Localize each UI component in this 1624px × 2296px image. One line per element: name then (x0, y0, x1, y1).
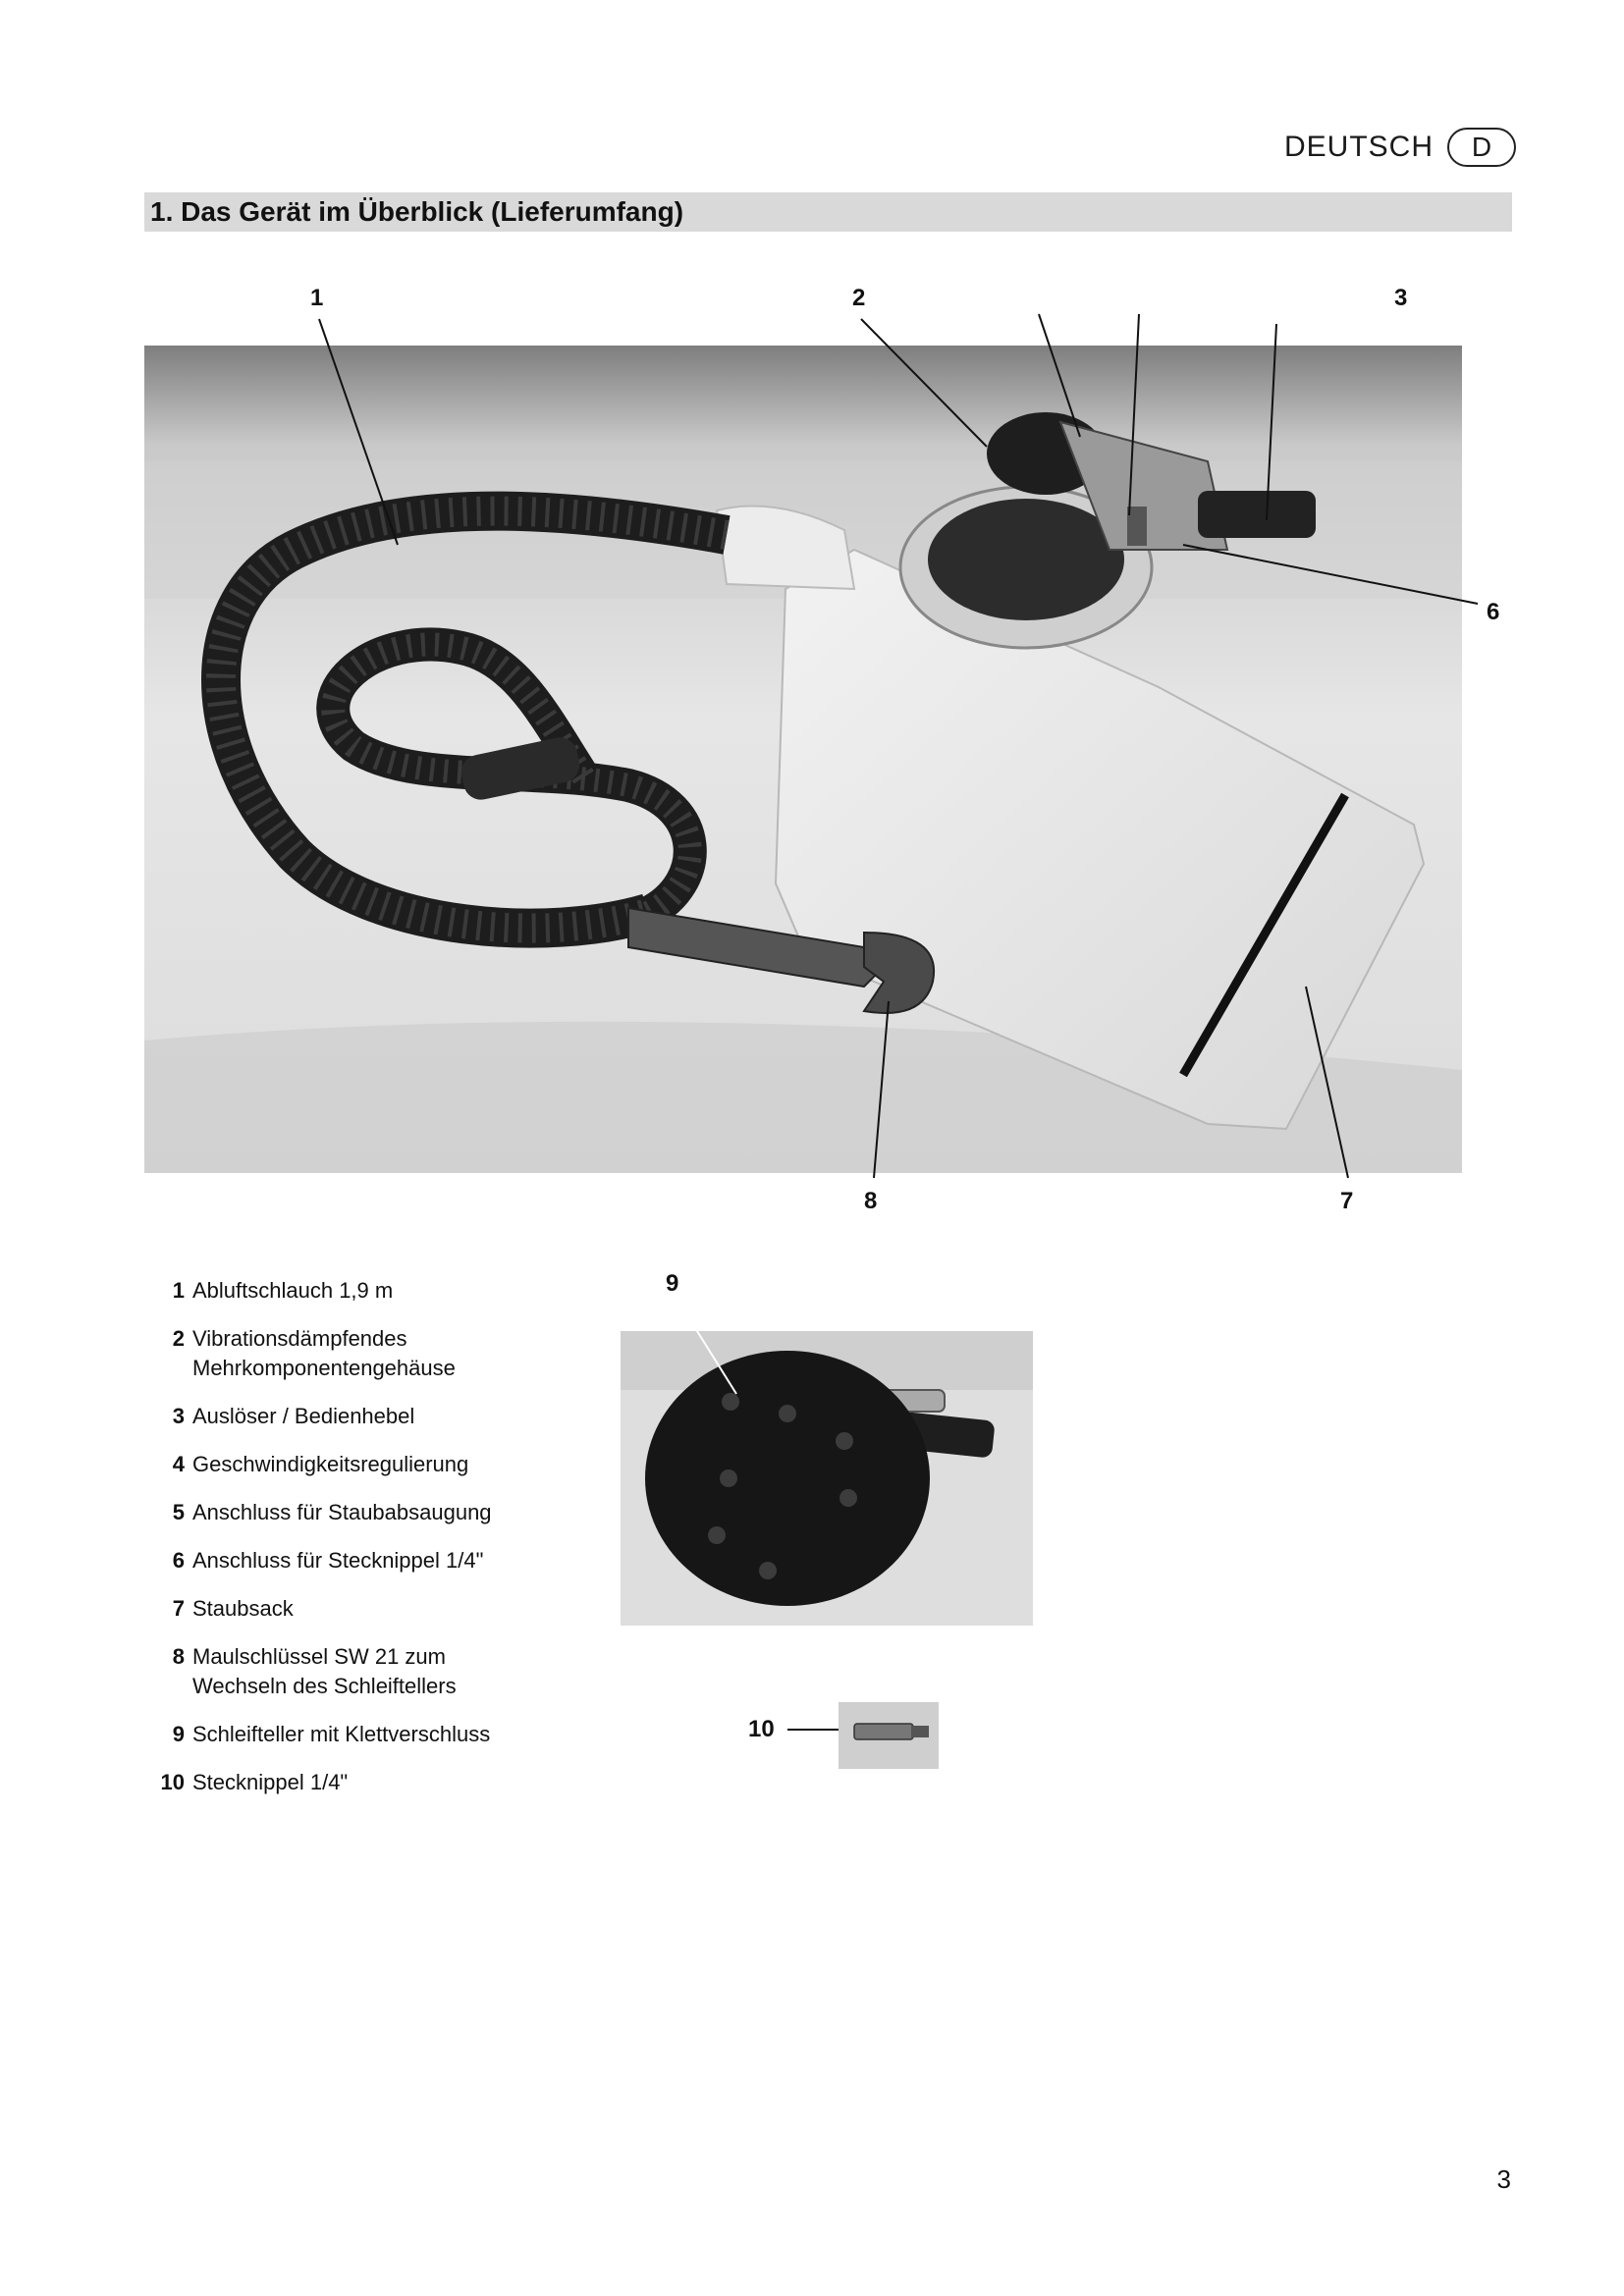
legend-item (157, 1324, 628, 1383)
legend-number: 2 (172, 1326, 185, 1351)
legend-text: Stecknippel 1/4" (192, 1770, 349, 1794)
legend-number: 9 (172, 1722, 185, 1746)
legend-item (157, 1450, 628, 1479)
plug-nipple-photo (785, 1698, 943, 1772)
callout-3: 3 (1394, 285, 1408, 311)
legend-number: 3 (172, 1404, 185, 1428)
legend-text: Anschluss für Staubabsaugung (192, 1500, 492, 1524)
legend-text: Staubsack (192, 1596, 294, 1621)
callout-7: 7 (1340, 1188, 1354, 1214)
callout-2: 2 (852, 285, 866, 311)
legend-text: Abluftschlauch 1,9 m (192, 1278, 394, 1303)
legend-number: 5 (172, 1500, 185, 1524)
callout-9: 9 (666, 1270, 679, 1297)
legend-text: Schleifteller mit Klettverschluss (192, 1722, 491, 1746)
legend-item (157, 1402, 628, 1431)
legend-number: 8 (172, 1644, 185, 1669)
language-code-badge: D (1447, 128, 1516, 167)
sanding-pad-photo (621, 1296, 1033, 1629)
callout-6: 6 (1487, 599, 1500, 625)
legend-item (157, 1498, 628, 1527)
callout-8: 8 (864, 1188, 878, 1214)
callout-1: 1 (310, 285, 324, 311)
legend-item (157, 1594, 628, 1624)
legend-item (157, 1642, 628, 1701)
legend-number: 4 (172, 1452, 185, 1476)
legend-item (157, 1276, 628, 1306)
section-title: 1. Das Gerät im Überblick (Lieferumfang) (150, 196, 684, 227)
legend-text: Anschluss für Stecknippel 1/4" (192, 1548, 484, 1573)
parts-legend (157, 1276, 628, 1816)
sanding-pad (645, 1351, 930, 1606)
legend-number: 10 (160, 1770, 185, 1794)
legend-text: Auslöser / Bedienhebel (192, 1404, 415, 1428)
page-number: 3 (1496, 2164, 1511, 2194)
legend-number: 1 (172, 1278, 185, 1303)
legend-item (157, 1720, 628, 1749)
legend-text: Maulschlüssel SW 21 zum Wechseln des Schleiftellers (192, 1644, 457, 1698)
legend-text: Geschwindigkeitsregulierung (192, 1452, 469, 1476)
legend-item (157, 1546, 628, 1575)
legend-number: 6 (172, 1548, 185, 1573)
language-label: DEUTSCH (1283, 131, 1434, 163)
legend-text: Vibrationsdämpfendes Mehrkomponentengehäuse (192, 1326, 456, 1380)
legend-item (157, 1768, 628, 1797)
callout-10: 10 (748, 1716, 775, 1742)
legend-number: 7 (172, 1596, 185, 1621)
